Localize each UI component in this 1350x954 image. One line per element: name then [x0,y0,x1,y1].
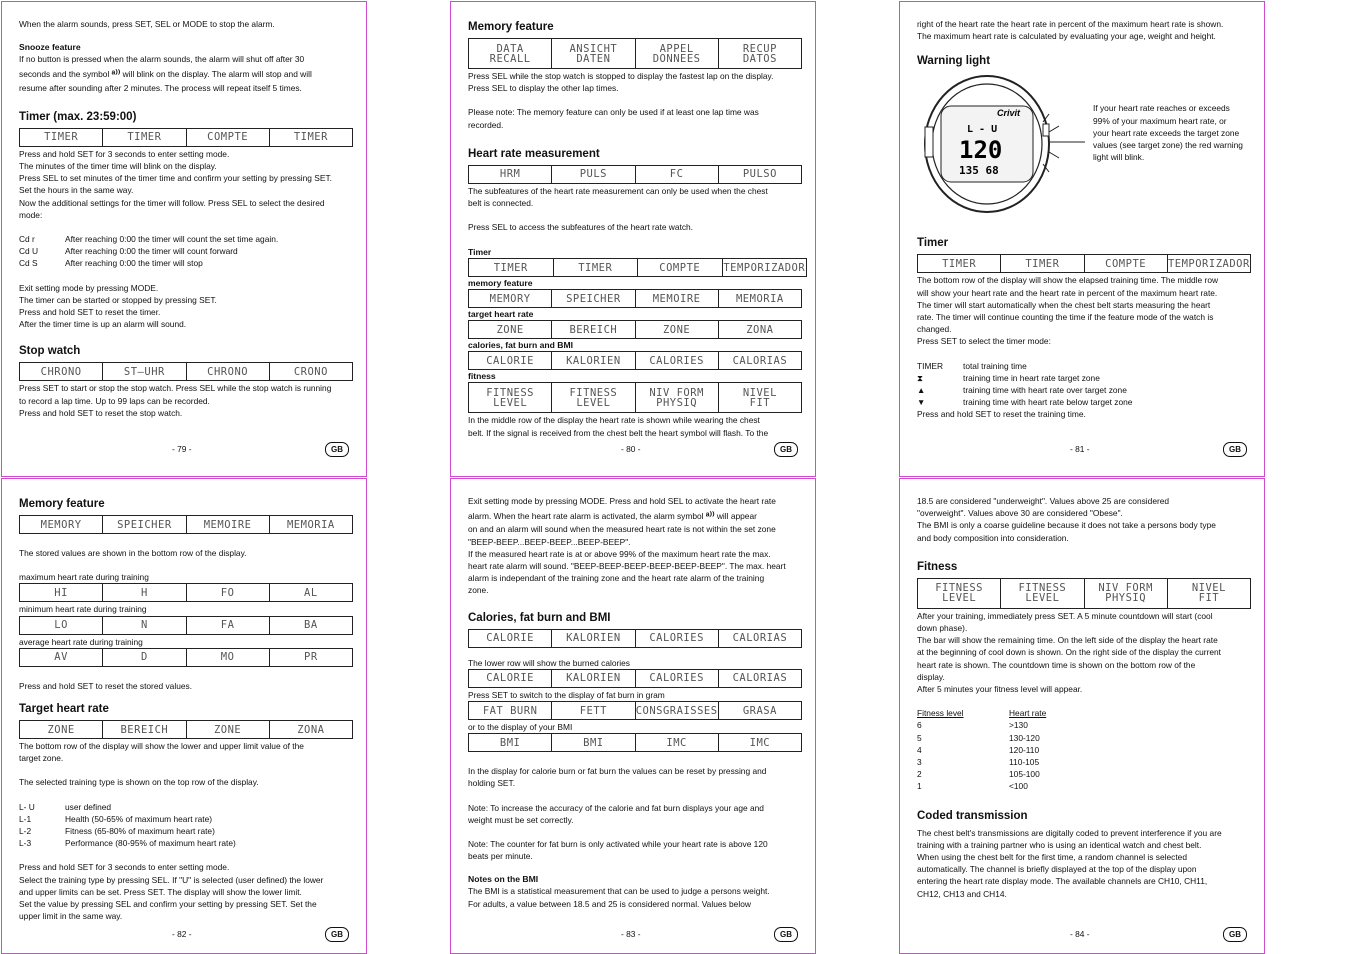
text-line: Set the value by pressing SEL and confirm your setting by pressing SET. Set the [19,899,317,910]
table-cell: TIMER [1001,255,1084,272]
table-cell: DATA RECALL [469,39,552,68]
text-line: Please note: The memory feature can only be used if at least one lap time was [468,107,759,118]
table-cell: MEMORIA [286,518,335,531]
warning-note: If your heart rate reaches or exceeds 99% of your maximum heart rate, or your heart rate exceeds the target zone values (see target zone) the red warning light will blink. [1093,103,1243,163]
text-line: down phase). [917,623,968,634]
fitness-level-row: 5 130-120 [917,732,1040,743]
table-cell: CALORIES [636,630,719,647]
watch-row2: 120 [959,136,1003,165]
watch-row1: L - U [967,124,998,136]
text-line: Press SEL to access the subfeatures of the heart rate watch. [468,222,694,233]
hr-lang-table [468,165,802,184]
sub-label: fitness [468,371,496,382]
table-cell: ZONE [187,721,270,738]
text-line: heart rate is shown. The countdown time is shown on the bottom row of the [917,659,1196,670]
table-cell: ST–UHR [103,363,186,380]
text-line: alarm is independant of the training zone and the heart rate alarm of the training [468,573,765,584]
text-line: The stored values are shown in the bottom row of the display. [19,548,247,558]
text-line: Press SEL while the stop watch is stopped to display the fastest lap on the display. [468,71,774,81]
text-line: The chest belt's transmissions are digitally coded to prevent interference if you are [917,827,1222,838]
text-line: belt is connected. [468,198,534,209]
text-line: Press and hold SET to reset the training time. [917,409,1086,420]
table-cell: FITNESS LEVEL [469,383,552,412]
page-number: - 81 - [1070,444,1090,454]
warning-figure [917,72,1251,218]
sub-memory-table [468,289,802,308]
table-cell: FITNESS LEVEL [1001,579,1084,608]
sub-calories-table [468,351,802,370]
table-cell: IMC [749,736,771,749]
timer-lang-table [917,254,1251,273]
table-label: average heart rate during training [19,636,143,647]
table-cell: FITNESS LEVEL [552,383,635,412]
hourglass-icon: ⧗ [917,372,923,383]
table-cell: LO [20,617,103,634]
target-heading: Target heart rate [19,703,109,716]
page-81 [899,1,1265,477]
text-line: Press SEL to set minutes of the timer time and confirm your setting by pressing SET. [19,173,332,184]
table-cell: CALORIE [469,352,552,369]
text-line: Press and hold SET for 3 seconds to enter setting mode. [19,148,230,159]
table-cell: BMI [552,734,635,751]
table-cell: ZONA [297,723,325,736]
sub-label: Timer [468,247,492,258]
text-line: After the timer time is up an alarm will sound. [19,319,187,330]
table-cell: CONSGRAISSES [636,702,719,719]
table-cell: HI [20,584,103,601]
table-cell: CALORIES [636,352,719,369]
text-line: Select the training type by pressing SEL. If "U" is selected (user defined) the lower [19,874,324,885]
text-line: The bottom row of the display will show the lower and upper limit value of the [19,741,304,752]
arrow-down-icon: ▼ [917,397,926,408]
table-cell: MEMORY [20,516,103,533]
table-cell: TIMER [554,259,639,276]
table-cell: FITNESS LEVEL [918,579,1001,608]
table-cell: BEREICH [103,721,186,738]
table-cell: BEREICH [552,321,635,338]
fitness-heading: Fitness [917,560,958,573]
text-line: Exit setting mode by pressing MODE. Press and hold SEL to activate the heart rate [468,496,776,506]
table-cell: CHRONO [20,363,103,380]
text-line: The bottom row of the display will show the elapsed training time. The middle row [917,275,1219,286]
watch-brand: Crivit [997,108,1021,119]
table-cell: KALORIEN [552,352,635,369]
table-cell: GRASA [742,704,777,717]
text-line: Press and hold SET to reset the timer. [19,307,161,318]
page-footer [451,442,815,458]
text-line: mode: [19,209,43,220]
page-83 [450,478,816,954]
page-footer [2,927,366,943]
cd-row: Cd r After reaching 0:00 the timer will count the set time again. [19,234,279,245]
text-line: Note: The counter for fat burn is only activated while your heart rate is above 120 [468,839,768,850]
cd-row: Cd S After reaching 0:00 the timer will stop [19,258,203,269]
table-cell: PULS [552,166,635,183]
timer-heading: Timer [917,237,949,250]
min-hr-table [19,616,353,635]
text-line: holding SET. [468,778,516,789]
text-line: The BMI is only a coarse guideline because it does not take a persons body type [917,520,1216,531]
text-line: heart rate alarm will sound. "BEEP-BEEP-BEEP-BEEP-BEEP-BEEP". The max. heart [468,561,786,572]
text-line: "BEEP-BEEP...BEEP-BEEP...BEEP-BEEP". [468,536,631,547]
page-number: - 79 - [172,444,192,454]
cd-row: Cd U After reaching 0:00 the timer will count forward [19,246,238,257]
table-cell: COMPTE [187,129,270,146]
text-line: Note: To increase the accuracy of the calorie and fat burn displays your age and [468,802,764,813]
table-cell: APPEL DONNEES [636,39,719,68]
table-cell: N [103,617,186,634]
table-cell: COMPTE [638,259,723,276]
bmi-table [468,733,802,752]
text-line: rate. The timer will continue counting the time if the feature mode of the watch is [917,312,1214,323]
table-cell: BA [304,619,318,632]
page-footer [451,927,815,943]
table-cell: KALORIEN [552,670,635,687]
calories-heading: Calories, fat burn and BMI [468,611,611,624]
table-label: minimum heart rate during training [19,604,147,615]
page-footer [2,442,366,458]
coded-heading: Coded transmission [917,809,1028,822]
text-line: Set the hours in the same way. [19,185,134,196]
text-line: The timer will start automatically when the chest belt starts measuring the heart [917,299,1211,310]
text-line: 18.5 are considered "underweight". Values above 25 are considered [917,496,1170,506]
table-cell: PR [304,651,318,664]
alarm-stop-text: When the alarm sounds, press SET, SEL or MODE to stop the alarm. [19,19,275,29]
table-cell: ZONE [636,321,719,338]
sub-fitness-table [468,382,802,413]
level-row: L- U user defined [19,801,112,812]
table-cell: MEMORY [469,290,552,307]
text-line: will show your heart rate and the heart rate in percent of the maximum heart rate. [917,287,1218,298]
snooze-heading: Snooze feature [19,42,81,53]
table-cell: FC [636,166,719,183]
target-lang-table [19,720,353,739]
fitness-level-row: 1 <100 [917,781,1028,792]
text-line: at the beginning of cool down is shown. On the right side of the display the current [917,647,1222,658]
sub-target-table [468,320,802,339]
text-line: For adults, a value between 18.5 and 25 is considered normal. Values below [468,898,751,909]
text-line: Press SEL to display the other lap times. [468,83,619,94]
sub-timer-table [468,258,807,277]
page-79 [1,1,367,477]
text-line: right of the heart rate the heart rate in percent of the maximum heart rate is shown. [917,19,1224,29]
table-cell: SPEICHER [103,516,186,533]
text-line: Press and hold SET to reset the stop watch. [19,407,183,418]
table-cell: AL [304,586,318,599]
text-line: weight must be set correctly. [468,814,574,825]
fitness-lang-table [917,578,1251,609]
text-line: and upper limits can be set. Press SET. The display will show the lower limit. [19,886,302,897]
timer-lang-table [19,128,353,147]
fitness-level-header: Fitness level Heart rate [917,708,1047,719]
page-80 [450,1,816,477]
avg-hr-table [19,648,353,667]
level-row: L-1 Health (50-65% of maximum heart rate) [19,813,213,824]
arrow-up-icon: ▲ [917,385,926,396]
table-cell: CALORIAS [732,354,788,367]
table-cell: HRM [469,166,552,183]
table-cell: FAT BURN [469,702,552,719]
text-line: The lower row will show the burned calories [468,657,630,668]
table-cell: CALORIES [636,670,719,687]
table-cell: FO [187,584,270,601]
mode-row: TIMER total training time [917,360,1027,371]
text-line: When using the chest belt for the first time, a random channel is selected [917,852,1187,863]
sub-label: calories, fat burn and BMI [468,340,574,351]
text-line: Now the additional settings for the timer will follow. Press SEL to select the desired [19,197,325,208]
alarm-symbol-icon: ᵃ⁾⁾ [705,511,715,523]
table-cell: ZONA [746,323,774,336]
table-cell: ZONE [469,321,552,338]
text-line: The timer can be started or stopped by pressing SET. [19,294,217,305]
bmi-notes-heading: Notes on the BMI [468,874,539,885]
page-82 [1,478,367,954]
timer-heading: Timer (max. 23:59:00) [19,110,137,123]
text-line: After 5 minutes your fitness level will appear. [917,684,1083,695]
mode-row: ⧗ training time in heart rate target zone [917,372,1100,383]
table-label: maximum heart rate during training [19,572,149,583]
text-line: recorded. [468,119,504,130]
mode-row: ▲ training time with heart rate over target zone [917,385,1127,396]
watch-illustration [917,72,1085,218]
text-line: The subfeatures of the heart rate measurement can only be used when the chest [468,185,768,196]
table-cell: TIMER [293,131,328,144]
page-number: - 80 - [621,444,641,454]
text-line: upper limit in the same way. [19,911,123,922]
table-cell: FA [187,617,270,634]
memory-lang-table [468,38,802,69]
table-cell: PULSO [742,168,777,181]
fitness-level-row: 3 110-105 [917,757,1040,768]
table-cell: TIMER [103,129,186,146]
table-cell: IMC [636,734,719,751]
table-cell: TIMER [469,259,554,276]
table-cell: D [103,649,186,666]
text-line: zone. [468,585,489,596]
text-line: on and an alarm will sound when the measured heart rate is not within the set zone [468,524,776,535]
page-number: - 82 - [172,929,192,939]
snooze-line-1: If no button is pressed when the alarm sounds, the alarm will shut off after 30 [19,54,305,65]
snooze-line-2: seconds and the symbol ᵃ⁾⁾ will blink on the display. The alarm will stop and will [19,69,312,81]
table-cell: TEMPORIZADOR [1167,257,1250,270]
table-cell: CRONO [293,365,328,378]
table-cell: H [103,584,186,601]
table-cell: CHRONO [187,363,270,380]
memory-heading: Memory feature [19,498,105,510]
text-line: If the measured heart rate is at or above 99% of the maximum heart rate the max. [468,548,771,559]
text-line: After your training, immediately press SET. A 5 minute countdown will start (cool [917,610,1213,621]
text-line: belt. If the signal is received from the chest belt the heart symbol will flash. To the [468,427,769,438]
text-line: The bar will show the remaining time. On the left side of the display the heart rate [917,635,1218,646]
table-cell: SPEICHER [552,290,635,307]
text-line: Press SET to select the timer mode: [917,336,1051,347]
warning-heading: Warning light [917,55,991,68]
table-cell: TIMER [20,129,103,146]
table-cell: NIVEL FIT [742,386,777,409]
table-cell: BMI [469,734,552,751]
text-line: In the middle row of the display the heart rate is shown while wearing the chest [468,415,760,426]
table-cell: CALORIAS [732,632,788,645]
table-cell: RECUP DATOS [742,42,777,65]
text-line: and body composition into consideration. [917,532,1069,543]
page-footer [900,927,1264,943]
watch-row3: 135 68 [959,164,999,178]
page-footer [900,442,1264,458]
memory-lang-table [19,515,353,534]
gb-badge: GB [1223,927,1247,942]
alarm-symbol-line: alarm. When the heart rate alarm is activated, the alarm symbol ᵃ⁾⁾ will appear [468,511,757,523]
memory-heading: Memory feature [468,21,554,33]
text-line: The minutes of the timer time will blink on the display. [19,161,217,172]
table-cell: CALORIE [469,630,552,647]
table-cell: ZONE [20,721,103,738]
gb-badge: GB [774,442,798,457]
fatburn-table [468,701,802,720]
text-line: CH12, CH13 and CH14. [917,888,1007,899]
gb-badge: GB [325,442,349,457]
table-cell: NIVEL FIT [1191,582,1226,605]
text-line: In the display for calorie burn or fat burn the values can be reset by pressing and [468,766,767,777]
text-line: The maximum heart rate is calculated by evaluating your age, weight and height. [917,31,1216,42]
level-row: L-2 Fitness (65-80% of maximum heart rate) [19,826,215,837]
mode-row: ▼ training time with heart rate below target zone [917,397,1133,408]
fitness-level-row: 6 >130 [917,720,1028,731]
table-cell: MEMOIRE [636,290,719,307]
text-line: Press SET to switch to the display of fat burn in gram [468,689,665,700]
page-84 [899,478,1265,954]
text-line: to record a lap time. Up to 99 laps can be recorded. [19,395,210,406]
gb-badge: GB [1223,442,1247,457]
table-cell: TIMER [918,255,1001,272]
calories-table-2 [468,669,802,688]
table-cell: MO [187,649,270,666]
table-cell: COMPTE [1085,255,1168,272]
gb-badge: GB [774,927,798,942]
text-line: automatically. The channel is briefly displayed at the top of the display upon [917,864,1197,875]
max-hr-table [19,583,353,602]
table-cell: MEMOIRE [187,516,270,533]
text-line: Exit setting mode by pressing MODE. [19,282,159,293]
table-cell: KALORIEN [552,630,635,647]
text-line: beats per minute. [468,851,533,862]
snooze-symbol-icon: ᵃ⁾⁾ [111,69,121,81]
stop-watch-heading: Stop watch [19,345,81,358]
table-cell: CALORIE [469,670,552,687]
sub-label: memory feature [468,278,533,289]
table-cell: ANSICHT DATEN [552,39,635,68]
text-line: The selected training type is shown on the top row of the display. [19,777,259,788]
fitness-level-row: 4 120-110 [917,744,1040,755]
table-cell: MEMORIA [735,292,784,305]
fitness-level-row: 2 105-100 [917,769,1040,780]
text-line: Press SET to start or stop the stop watch. Press SEL while the stop watch is running [19,383,332,394]
text-line: The BMI is a statistical measurement that can be used to judge a persons weight. [468,886,770,897]
text-line: "overweight". Values above 30 are considered "Obese". [917,508,1123,519]
text-line: training with a training partner who is using an identical watch and chest belt. [917,839,1202,850]
level-row: L-3 Performance (80-95% of maximum heart rate) [19,838,236,849]
stopwatch-lang-table [19,362,353,381]
table-cell: TEMPORIZADOR [723,261,806,274]
text-line: Press and hold SET for 3 seconds to enter setting mode. [19,862,230,873]
text-line: entering the heart rate display mode. The available channels are CH10, CH11, [917,876,1208,887]
table-cell: CALORIAS [732,672,788,685]
hr-heading: Heart rate measurement [468,147,600,160]
page-number: - 84 - [1070,929,1090,939]
text-line: Press and hold SET to reset the stored values. [19,680,193,691]
page-number: - 83 - [621,929,641,939]
snooze-line-3: resume after sounding after 2 minutes. The process will repeat itself 5 times. [19,82,302,93]
text-line: changed. [917,324,952,335]
text-line: or to the display of your BMI [468,722,573,733]
calories-lang-table [468,629,802,648]
table-cell: FETT [552,702,635,719]
gb-badge: GB [325,927,349,942]
text-line: display. [917,671,945,682]
table-cell: AV [20,649,103,666]
text-line: target zone. [19,753,64,764]
table-cell: NIV FORM PHYSIQ [1085,579,1168,608]
table-cell: NIV FORM PHYSIQ [636,383,719,412]
sub-label: target heart rate [468,309,534,320]
